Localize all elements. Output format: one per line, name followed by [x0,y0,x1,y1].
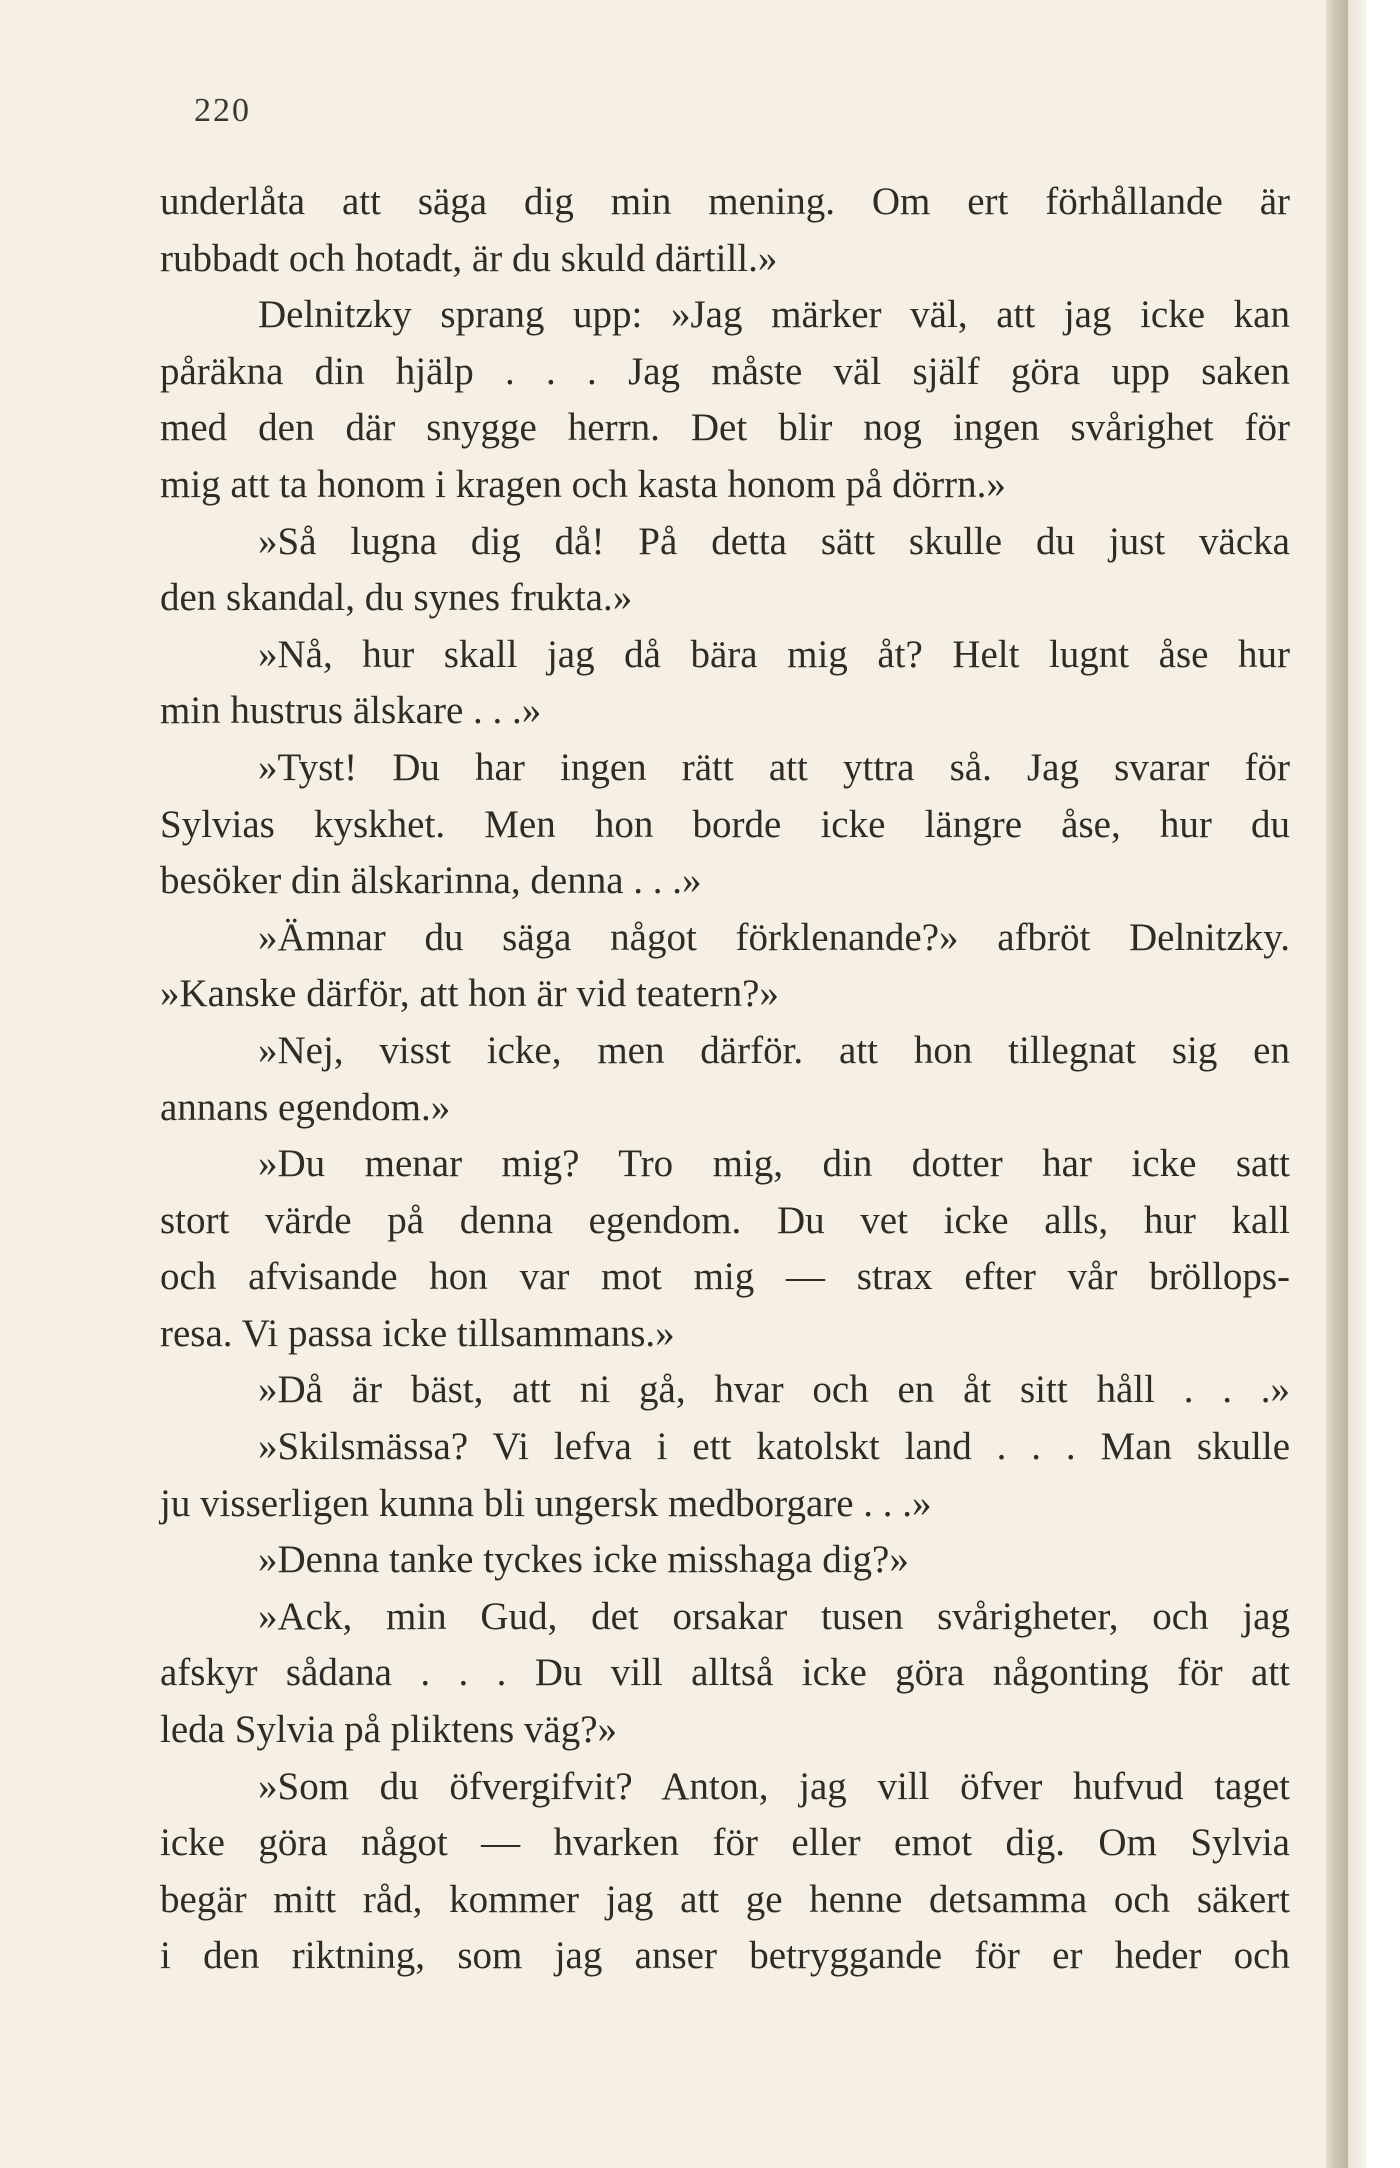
text-line: besöker din älskarinna, denna . . .» [160,859,702,903]
text-line: »Denna tanke tyckes icke misshaga dig?» [258,1538,909,1582]
text-line: leda Sylvia på pliktens väg?» [160,1708,618,1752]
text-line: stort värde på denna egendom. Du vet icke alls, hur kall [160,1198,1290,1242]
text-line: icke göra något — hvarken för eller emot dig. Om Sylvia [160,1821,1290,1865]
page-number: 220 [194,92,251,129]
text-line: ju visserligen kunna bli ungersk medborgare . . .» [160,1481,932,1525]
text-line: »Som du öfvergifvit? Anton, jag vill öfver hufvud taget [258,1764,1290,1808]
text-line: »Skilsmässa? Vi lefva i ett katolskt land . . . Man skulle [258,1425,1290,1469]
text-line: »Kanske därför, att hon är vid teatern?» [160,972,779,1016]
page-edge-shadow [1326,0,1348,2168]
text-line: Sylvias kyskhet. Men hon borde icke längre åse, hur du [160,802,1290,846]
text-line: rubbadt och hotadt, är du skuld därtill.» [160,236,778,280]
text-line: med den där snygge herrn. Det blir nog ingen svårighet för [160,406,1290,450]
text-line: »Så lugna dig då! På detta sätt skulle du just väcka [258,519,1290,563]
text-line: »Nej, visst icke, men därför. att hon tillegnat sig en [258,1028,1290,1072]
text-line: afskyr sådana . . . Du vill alltså icke göra någonting för att [160,1651,1290,1695]
text-line: annans egendom.» [160,1085,451,1129]
text-line: resa. Vi passa icke tillsammans.» [160,1311,675,1355]
text-line: i den riktning, som jag anser betryggande för er heder och [160,1934,1290,1978]
text-line: och afvisande hon var mot mig — strax efter vår bröllops- [160,1255,1290,1299]
text-line: »Tyst! Du har ingen rätt att yttra så. Jag svarar för [258,745,1290,789]
text-line: »Nå, hur skall jag då bära mig åt? Helt lugnt åse hur [258,632,1290,676]
text-line: »Då är bäst, att ni gå, hvar och en åt sitt håll . . .» [258,1368,1290,1412]
text-line: begär mitt råd, kommer jag att ge henne detsamma och säkert [160,1877,1290,1921]
text-line: mig att ta honom i kragen och kasta honom på dörrn.» [160,462,1006,506]
text-line: »Ack, min Gud, det orsakar tusen svårigheter, och jag [258,1594,1290,1638]
scan-margin [1348,0,1366,2168]
text-line: »Ämnar du säga något förklenande?» afbröt Delnitzky. [258,915,1290,959]
body-text [160,174,1290,1985]
text-line: påräkna din hjälp . . . Jag måste väl själf göra upp saken [160,349,1290,393]
text-line: min hustrus älskare . . .» [160,689,542,733]
text-line: Delnitzky sprang upp: »Jag märker väl, att jag icke kan [258,293,1290,337]
text-line: den skandal, du synes frukta.» [160,576,633,620]
text-line: underlåta att säga dig min mening. Om ert förhållande är [160,180,1290,223]
text-line: »Du menar mig? Tro mig, din dotter har icke satt [258,1142,1290,1186]
